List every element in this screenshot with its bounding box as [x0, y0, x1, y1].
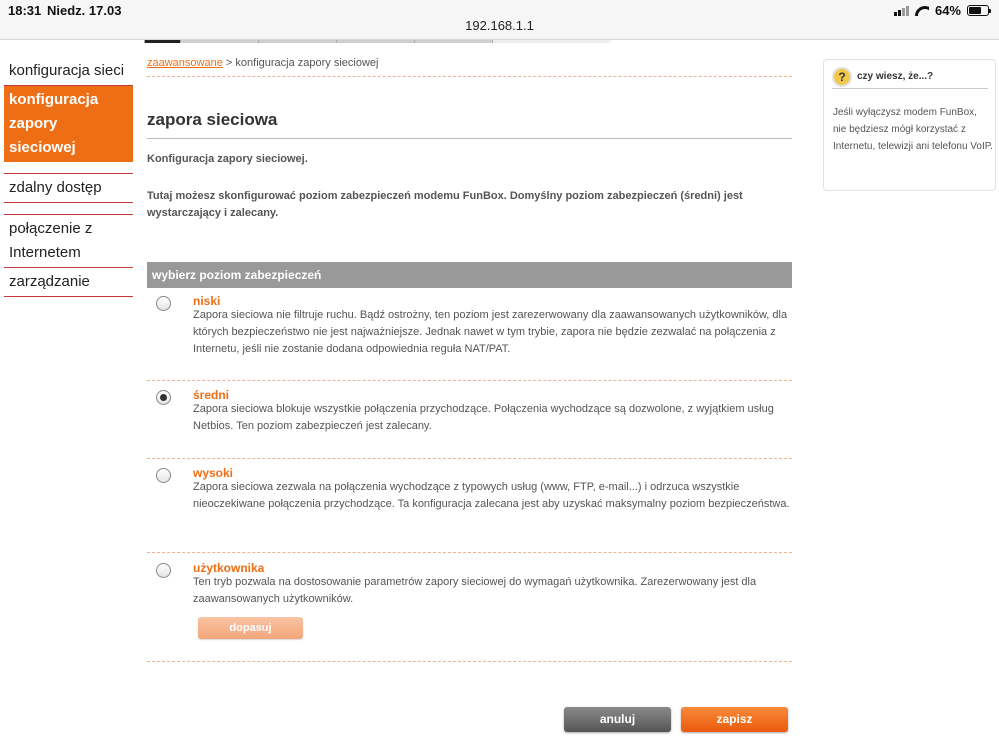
top-tab[interactable]: [336, 40, 414, 43]
page-intro: Konfiguracja zapory sieciowej.: [147, 153, 308, 165]
option-medium-label[interactable]: średni: [193, 388, 230, 402]
sidebar-item-remote-access[interactable]: zdalny dostęp: [4, 174, 133, 203]
signal-icon: [894, 6, 909, 16]
option-high: [147, 466, 792, 536]
save-button[interactable]: zapisz: [681, 707, 788, 732]
top-tab[interactable]: [414, 40, 492, 43]
address-bar-url[interactable]: 192.168.1.1: [465, 18, 534, 33]
battery-percent: 64%: [934, 3, 961, 18]
top-tab[interactable]: [492, 40, 610, 43]
info-title: czy wiesz, że...?: [857, 71, 934, 82]
breadcrumb-link-advanced[interactable]: zaawansowane: [147, 57, 223, 69]
cancel-button[interactable]: anuluj: [564, 707, 671, 732]
option-custom-description: Ten tryb pozwala na dostosowanie parametrów zapory sieciowej do wymagań użytkownika. Zarezerwowany jest dla zaawansowanych użytkowników.: [193, 576, 757, 605]
breadcrumb-current: konfiguracja zapory sieciowej: [235, 57, 379, 69]
radio-low[interactable]: [156, 296, 171, 311]
option-medium-description: Zapora sieciowa blokuje wszystkie połączenia przychodzące. Połączenia wychodzące są dozwolone, z wyjątkiem usług Netbios. Ten poziom zabezpieczeń jest zalecany.: [193, 403, 774, 432]
status-date: Niedz. 17.03: [47, 3, 122, 18]
sidebar-item-firewall-config[interactable]: konfiguracja zapory sieciowej: [4, 86, 133, 162]
status-bar: [0, 0, 999, 40]
top-tab[interactable]: [144, 40, 180, 43]
option-low: [147, 294, 792, 364]
option-custom-label[interactable]: użytkownika: [193, 561, 265, 575]
nav-divider: [4, 162, 133, 174]
page-title: zapora sieciowa: [147, 110, 792, 139]
radio-custom[interactable]: [156, 563, 171, 578]
main-content: [147, 57, 792, 288]
top-tab[interactable]: [258, 40, 336, 43]
option-divider: [147, 380, 792, 381]
info-box: [823, 59, 996, 191]
battery-icon: [967, 5, 989, 16]
page-description: Tutaj możesz skonfigurować poziom zabezpieczeń modemu FunBox. Domyślny poziom zabezpieczeń (średni) jest wystarczający i zalecany.: [147, 190, 743, 219]
sidebar-item-management[interactable]: zarządzanie: [4, 268, 133, 297]
status-icons: [894, 3, 989, 18]
top-tabs-clipped: [144, 40, 610, 43]
option-divider: [147, 661, 792, 662]
section-header-security-level: wybierz poziom zabezpieczeń: [147, 262, 792, 288]
breadcrumb: [147, 57, 792, 77]
sidebar-item-network-config[interactable]: konfiguracja sieci: [4, 57, 133, 86]
option-divider: [147, 458, 792, 459]
radio-medium[interactable]: [156, 390, 171, 405]
radio-high[interactable]: [156, 468, 171, 483]
option-low-description: Zapora sieciowa nie filtruje ruchu. Bądź ostrożny, ten poziom jest zarezerwowany dla zaawansowanych użytkowników, dla których bezpieczeństwo nie jest najważniejsze. Jednak nawet w tym trybie, zapora nie będzie zezwalać na połączenia z Internetu, jeśli nie zostanie dodana odpowiednia reguła NAT/PAT.: [193, 309, 788, 355]
sidebar-nav: [4, 57, 133, 297]
option-divider: [147, 552, 792, 553]
option-medium: [147, 388, 792, 448]
status-time: 18:31: [8, 3, 42, 18]
info-text: Jeśli wyłączysz modem FunBox, nie będziesz mógł korzystać z Internetu, telewizji ani telefonu VoIP.: [833, 107, 993, 152]
question-icon: ?: [832, 67, 852, 87]
adjust-button[interactable]: dopasuj: [198, 617, 303, 639]
info-header: [832, 67, 988, 89]
option-high-description: Zapora sieciowa zezwala na połączenia wychodzące z typowych usług (www, FTP, e-mail...) i odrzuca wszystkie nieoczekiwane połączenia przychodzące. Ta konfiguracja zalecana jest aby uzyskać maksymalny poziom bezpieczeństwa.: [193, 481, 790, 510]
option-high-label[interactable]: wysoki: [193, 466, 234, 480]
top-tab[interactable]: [180, 40, 258, 43]
nav-divider: [4, 203, 133, 215]
breadcrumb-separator: >: [225, 57, 233, 69]
wifi-icon: [915, 6, 929, 16]
sidebar-item-internet-connection[interactable]: połączenie z Internetem: [4, 215, 133, 268]
option-custom: [147, 561, 792, 641]
option-low-label[interactable]: niski: [193, 294, 221, 308]
